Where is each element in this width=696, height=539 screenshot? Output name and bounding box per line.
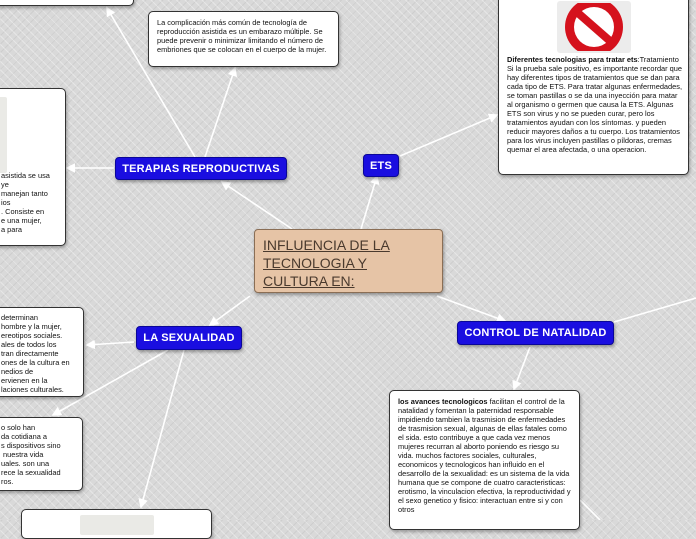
connector-central-sexualidad: [210, 296, 250, 325]
topic-ets-label: ETS: [370, 159, 392, 172]
connector-natalidad-right: [614, 298, 696, 322]
note-sexualidad-bottom-partial: [21, 509, 212, 539]
topic-control-de-natalidad[interactable]: [457, 321, 614, 345]
connector-sexualidad-leftmid: [87, 342, 134, 345]
note-embriones: [148, 11, 339, 67]
connector-ets-note: [400, 115, 497, 156]
note-embriones-text: La complicación más común de tecnología de reproducción asistida es un embarazo múltiple. Se puede prevenir o minimizar limitando el número de embriones que se colocan en el cuerpo de la mujer.: [157, 18, 327, 54]
note-ets: [498, 0, 689, 175]
note-terapias-left: [0, 88, 66, 246]
note-sexualidad-left-mid-text: determinan hombre y la mujer, ereotipos sociales. ales de todos los tran directamente ones de la cultura en nedios de ervienen en la laciones culturales.: [1, 313, 70, 394]
connector-avances-offscreen: [580, 500, 600, 520]
topic-natalidad-label: CONTROL DE NATALIDAD: [464, 327, 607, 339]
note-sexualidad-left-mid: [0, 307, 84, 397]
topic-sexualidad-label: LA SEXUALIDAD: [143, 332, 235, 344]
central-topic[interactable]: [254, 229, 443, 293]
image-placeholder: [0, 97, 7, 173]
connector-central-natalidad: [437, 296, 505, 321]
connector-central-terapias: [222, 182, 292, 229]
central-title: INFLUENCIA DE LA TECNOLOGIA Y CULTURA EN:: [263, 237, 390, 289]
note-ets-title: Diferentes tecnologias para tratar ets: [507, 55, 638, 64]
connector-central-ets: [361, 176, 377, 229]
topic-la-sexualidad[interactable]: [136, 326, 242, 350]
note-sexualidad-left-bottom: [0, 417, 83, 491]
topic-terapias-reproductivas[interactable]: [115, 157, 287, 180]
note-sexualidad-left-bottom-text: o solo han da cotidiana a s dispositivos sino nuestra vida uales. son una rece la sexualidad ros.: [1, 423, 61, 486]
note-ets-body: :Tratamiento Si la prueba sale positivo, es importante recordar que hay diferentes tipos de tratamientos que se dan para cada tipo de ETS. Para tratar algunas enfermedades, se toman pastillas o se da una inyección para matar al organismo o germen que causa la ETS. Algunas ETS son virus y no se pueden curar, pero los tratamientos ayudan con los síntomas. y pueden reducir mayores daños a tu cuerpo. Los tratamientos para los virus incluyen pastillas o píldoras, cremas quemar el area afectada, o una operacion.: [507, 55, 683, 154]
note-top-left-partial: [0, 0, 134, 6]
connector-sexualidad-bottom: [141, 350, 184, 507]
note-avances-tecnologicos: [389, 390, 580, 530]
note-terapias-left-text: asistida se usa ye manejan tanto ios . Consiste en e una mujer, a para: [1, 171, 50, 234]
prohibited-icon: [557, 1, 631, 53]
note-avances-title: los avances tecnologicos: [398, 397, 488, 406]
connector-natalidad-avances: [514, 347, 530, 389]
topic-ets[interactable]: [363, 154, 399, 177]
note-avances-body: facilitan el control de la natalidad y fomentan la paternidad responsable impidiendo tambien la trasmision de enfermedades de trasmision sexual, algunas de ellas fatales como el sida. esto contribuye a que cada vez menos mujeres recurran al aborto poniendo es riesgo su vida. muchos factores sociales, culturales, economicos y tecnologicos han influido en el desarrollo de la sexualidad: es un sistema de la vida humana que se compone de cuatro caracteristicas: erotismo, la vinculacion efectiva, la reproductividad y el sexo genetico y fisico: interactuan entre si y con otros: [398, 397, 571, 514]
connector-terapias-embriones: [205, 68, 235, 157]
image-placeholder-bottom: [80, 515, 154, 535]
topic-terapias-label: TERAPIAS REPRODUCTIVAS: [122, 162, 280, 175]
